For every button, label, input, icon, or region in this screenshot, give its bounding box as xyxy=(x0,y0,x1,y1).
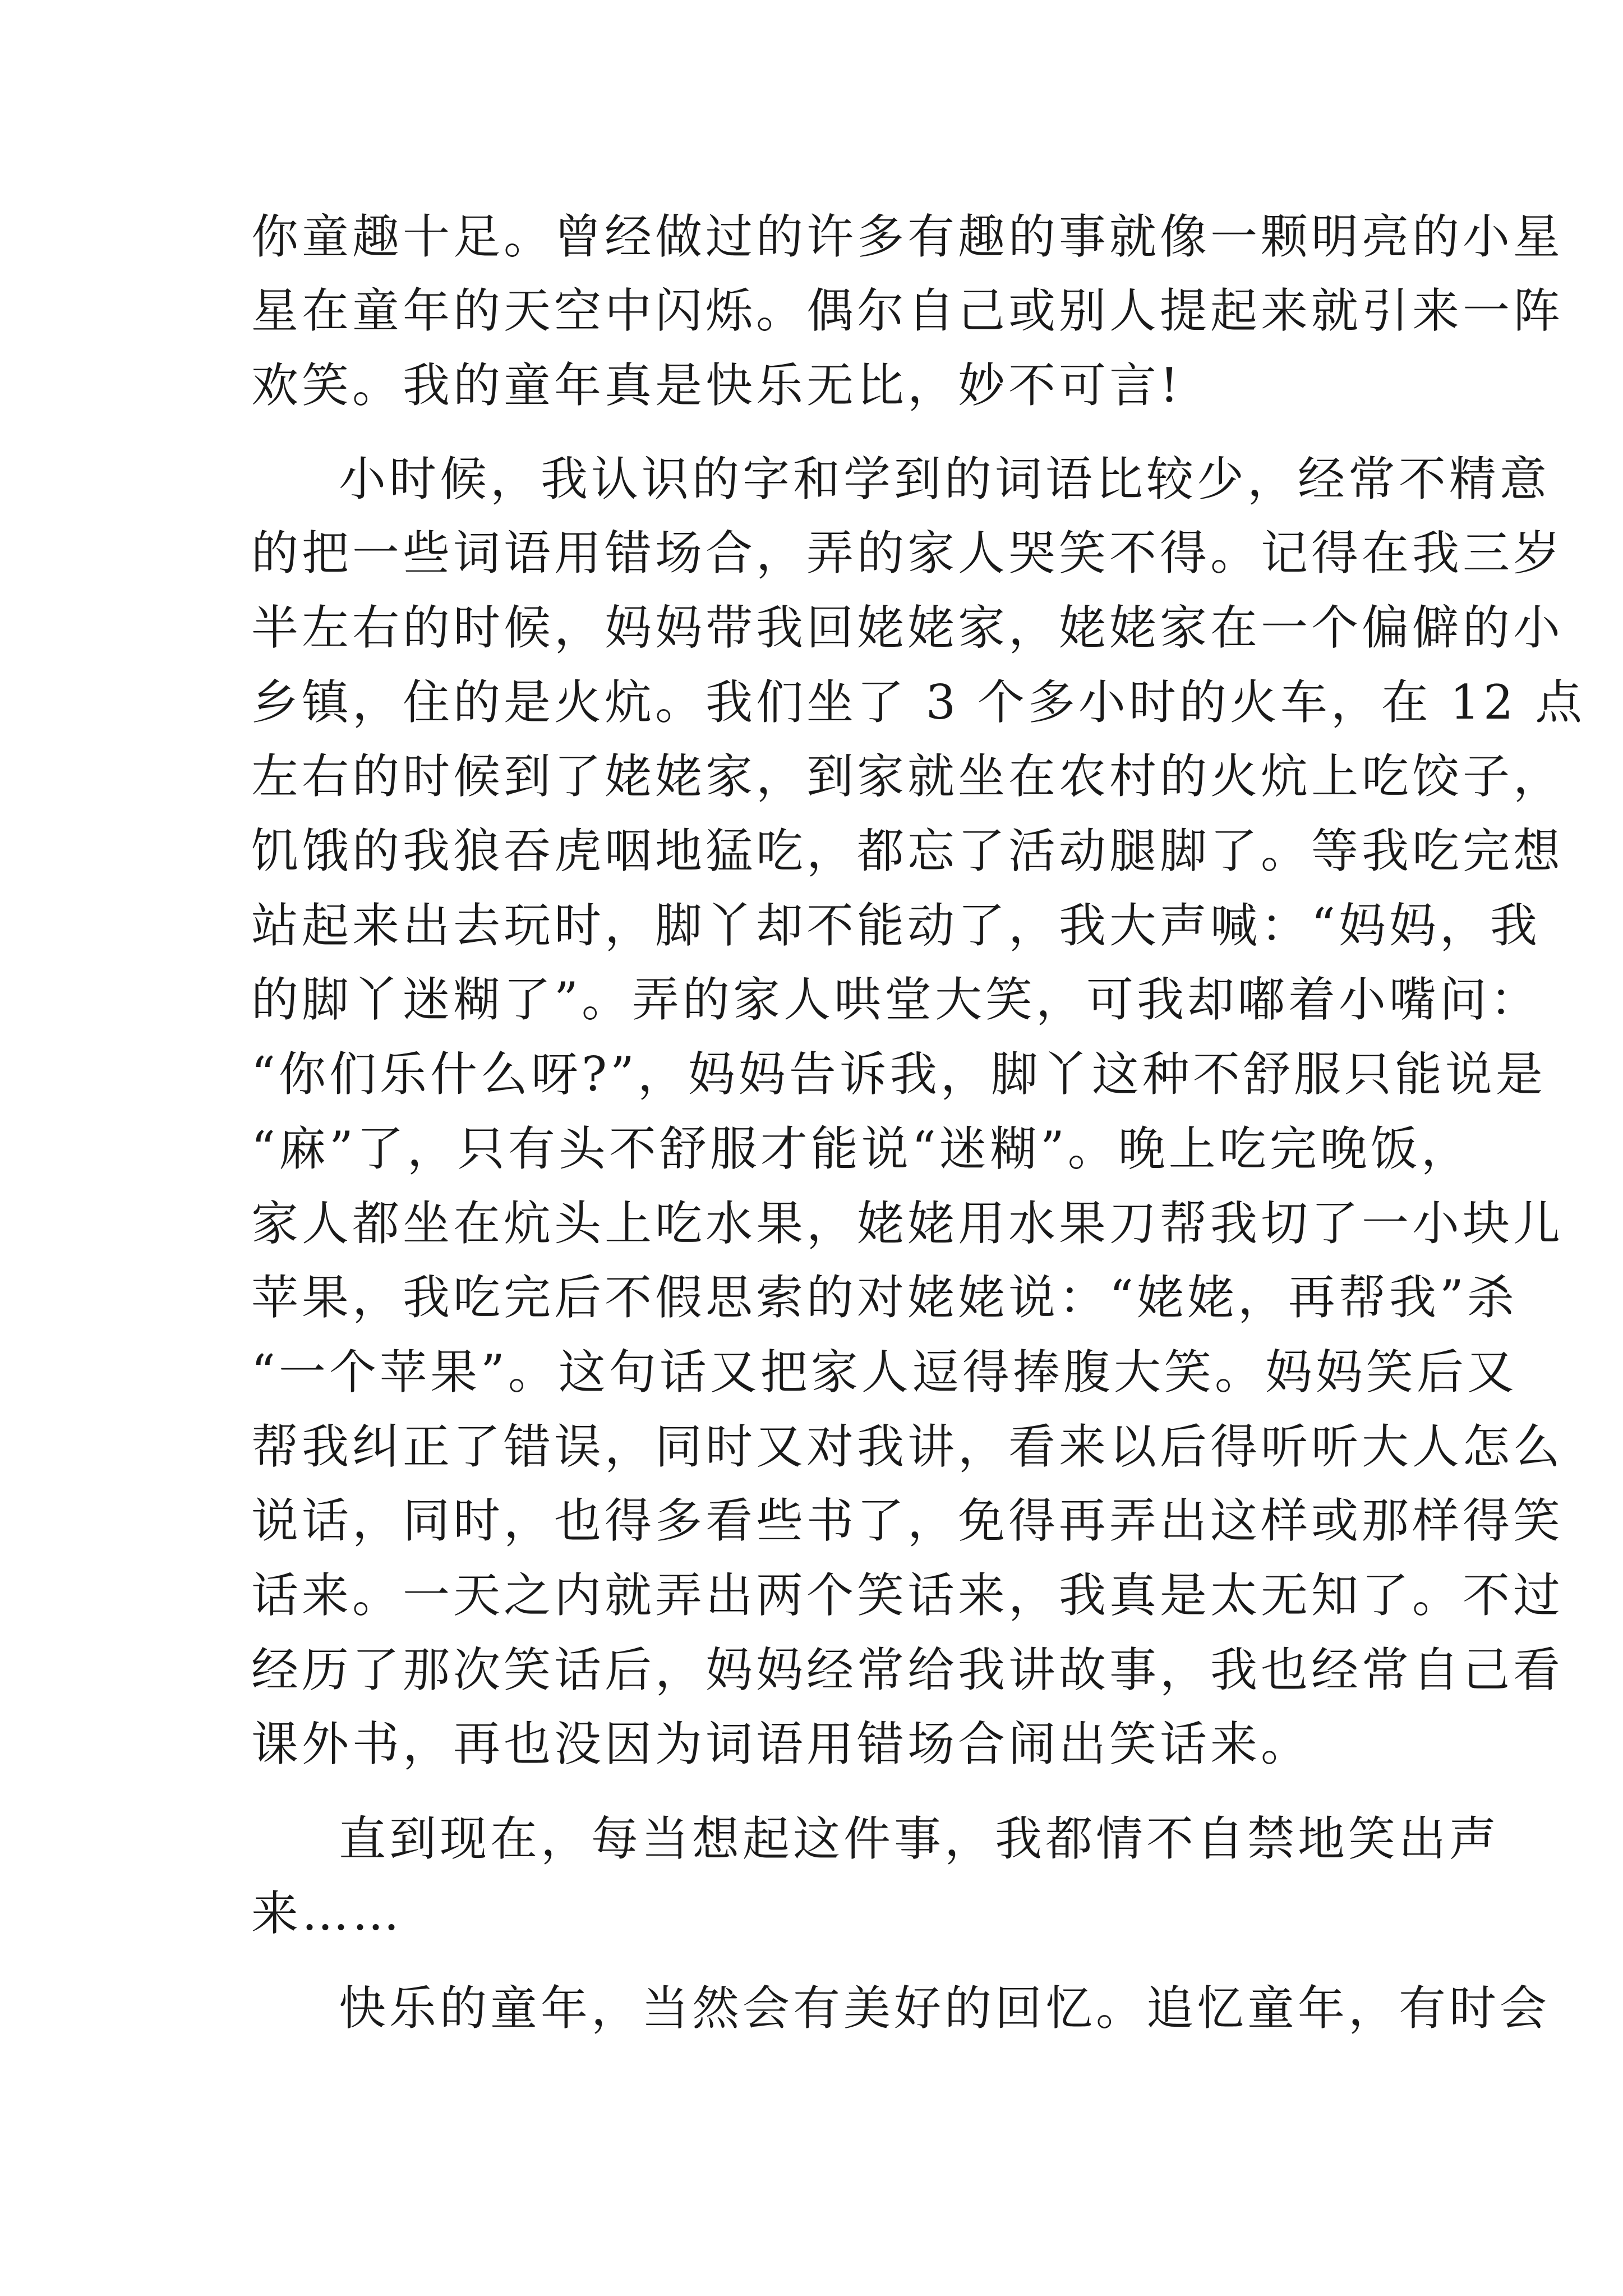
text-line: 帮我纠正了错误，同时又对我讲，看来以后得听听大人怎么 xyxy=(251,1419,1564,1474)
text-line: 站起来出去玩时，脚丫却不能动了，我大声喊：“妈妈，我 xyxy=(251,898,1541,953)
text-line: 饥饿的我狼吞虎咽地猛吃，都忘了活动腿脚了。等我吃完想 xyxy=(251,823,1564,878)
text-line: 你童趣十足。曾经做过的许多有趣的事就像一颗明亮的小星 xyxy=(251,209,1564,264)
text-line: 星在童年的天空中闪烁。偶尔自己或别人提起来就引来一阵 xyxy=(251,283,1564,338)
text-line: 乡镇，住的是火炕。我们坐了 3 个多小时的火车，在 12 点 xyxy=(251,675,1586,730)
text-line: 来…… xyxy=(251,1886,403,1941)
text-line: 直到现在，每当想起这件事，我都情不自禁地笑出声 xyxy=(339,1811,1500,1866)
text-line: “麻”了，只有头不舒服才能说“迷糊”。晚上吃完晚饭， xyxy=(251,1121,1472,1176)
text-line: 说话，同时，也得多看些书了，免得再弄出这样或那样得笑 xyxy=(251,1493,1564,1548)
text-line: 苹果，我吃完后不假思索的对姥姥说：“姥姥，再帮我”杀 xyxy=(251,1270,1518,1325)
text-line: 欢笑。我的童年真是快乐无比，妙不可言! xyxy=(251,358,1182,413)
text-line: “一个苹果”。这句话又把家人逗得捧腹大笑。妈妈笑后又 xyxy=(251,1345,1518,1400)
text-line: 快乐的童年，当然会有美好的回忆。追忆童年，有时会 xyxy=(339,1981,1551,2036)
text-line: “你们乐什么呀?”，妈妈告诉我，脚丫这种不舒服只能说是 xyxy=(251,1047,1546,1102)
text-line: 的把一些词语用错场合，弄的家人哭笑不得。记得在我三岁 xyxy=(251,526,1564,581)
text-line: 小时候，我认识的字和学到的词语比较少，经常不精意 xyxy=(339,452,1551,507)
text-line: 话来。一天之内就弄出两个笑话来，我真是太无知了。不过 xyxy=(251,1568,1564,1623)
text-line: 半左右的时候，妈妈带我回姥姥家，姥姥家在一个偏僻的小 xyxy=(251,600,1564,655)
text-line: 课外书，再也没因为词语用错场合闹出笑话来。 xyxy=(251,1717,1312,1772)
text-line: 的脚丫迷糊了”。弄的家人哄堂大笑，可我却嘟着小嘴问： xyxy=(251,972,1541,1027)
text-line: 家人都坐在炕头上吃水果，姥姥用水果刀帮我切了一小块儿 xyxy=(251,1196,1564,1251)
text-line: 左右的时候到了姥姥家，到家就坐在农村的火炕上吃饺子， xyxy=(251,749,1564,804)
text-line: 经历了那次笑话后，妈妈经常给我讲故事，我也经常自己看 xyxy=(251,1642,1564,1697)
